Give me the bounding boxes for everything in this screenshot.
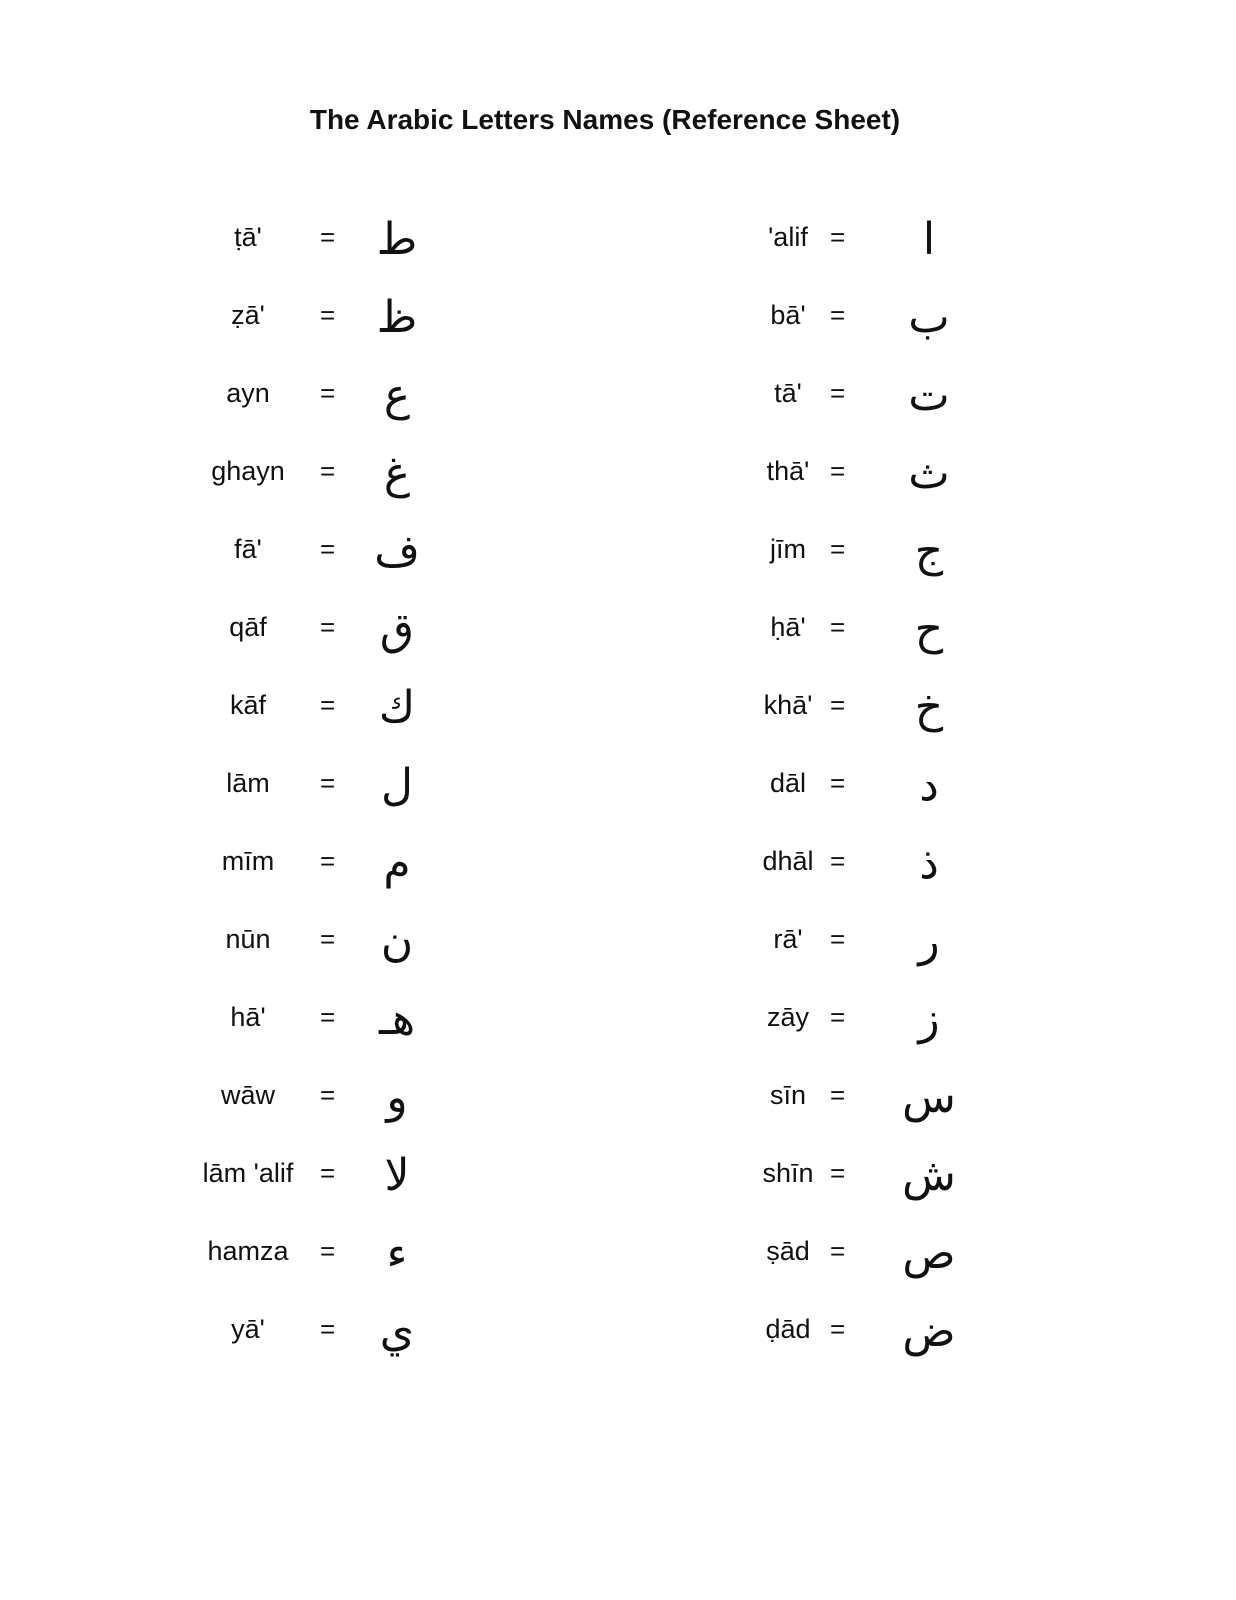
arabic-letter: ت xyxy=(908,370,950,421)
letter-name: zāy xyxy=(766,1002,810,1032)
arabic-letter: خ xyxy=(914,682,944,733)
equals-sign: = xyxy=(320,924,336,954)
equals-sign: = xyxy=(830,1158,846,1188)
letter-name: rā' xyxy=(773,924,803,954)
equals-sign: = xyxy=(320,1314,336,1344)
letter-row xyxy=(0,1224,956,1284)
page-title: The Arabic Letters Names (Reference Sheet) xyxy=(309,104,901,135)
letter-name: ayn xyxy=(226,378,270,408)
equals-sign: = xyxy=(320,378,336,408)
equals-sign: = xyxy=(830,1314,846,1344)
letter-name: khā' xyxy=(763,690,813,720)
arabic-letter: ي xyxy=(379,1306,415,1357)
equals-sign: = xyxy=(320,300,336,330)
letter-row xyxy=(0,756,939,816)
letter-name: dāl xyxy=(769,768,807,798)
arabic-letter: س xyxy=(902,1072,956,1123)
arabic-letter: ل xyxy=(381,760,413,811)
letter-name: mīm xyxy=(221,846,275,876)
arabic-letter: ث xyxy=(908,448,950,499)
letter-row xyxy=(0,678,944,738)
letter-name: hamza xyxy=(207,1236,289,1266)
arabic-letter: ظ xyxy=(376,292,418,343)
letter-name: bā' xyxy=(770,300,806,330)
equals-sign: = xyxy=(830,846,846,876)
letter-name: ṭā' xyxy=(234,222,262,252)
letter-row xyxy=(0,288,950,348)
letter-row xyxy=(0,366,950,426)
equals-sign: = xyxy=(830,378,846,408)
equals-sign: = xyxy=(320,222,336,252)
letter-row xyxy=(0,834,939,894)
equals-sign: = xyxy=(320,534,336,564)
letter-name: wāw xyxy=(220,1080,275,1110)
arabic-letter: غ xyxy=(383,448,411,499)
equals-sign: = xyxy=(830,300,846,330)
arabic-letter: د xyxy=(919,760,939,811)
arabic-letter: ذ xyxy=(919,838,939,889)
arabic-letter: ج xyxy=(914,526,944,577)
letter-name: ṣād xyxy=(766,1236,810,1266)
letter-name: lām 'alif xyxy=(202,1158,294,1188)
letter-name: hā' xyxy=(230,1002,266,1032)
letter-row xyxy=(0,912,940,972)
letter-row xyxy=(0,1302,956,1362)
equals-sign: = xyxy=(830,1002,846,1032)
arabic-letter: ز xyxy=(918,994,940,1045)
letter-row xyxy=(0,522,944,582)
arabic-letter: م xyxy=(383,838,411,889)
letter-row xyxy=(0,210,936,270)
letter-name: lām xyxy=(226,768,270,798)
letter-row xyxy=(0,1068,956,1128)
letter-name: kāf xyxy=(229,690,267,720)
arabic-letter: ق xyxy=(379,604,415,655)
arabic-letter: ض xyxy=(902,1306,956,1357)
equals-sign: = xyxy=(830,456,846,486)
arabic-letter: ف xyxy=(374,526,420,577)
equals-sign: = xyxy=(320,846,336,876)
letter-name: jīm xyxy=(770,534,806,564)
equals-sign: = xyxy=(320,690,336,720)
equals-sign: = xyxy=(320,1158,336,1188)
equals-sign: = xyxy=(830,924,846,954)
letter-row xyxy=(0,444,950,504)
equals-sign: = xyxy=(830,1080,846,1110)
letter-name: shīn xyxy=(762,1158,814,1188)
letter-row xyxy=(0,600,944,660)
letter-name: 'alif xyxy=(768,222,808,252)
letter-name: tā' xyxy=(774,378,802,408)
letter-name: ḍād xyxy=(765,1314,811,1344)
equals-sign: = xyxy=(830,612,846,642)
arabic-letter: ط xyxy=(376,214,418,265)
equals-sign: = xyxy=(830,534,846,564)
equals-sign: = xyxy=(830,1236,846,1266)
letter-name: yā' xyxy=(231,1314,265,1344)
arabic-letter: و xyxy=(386,1072,408,1123)
equals-sign: = xyxy=(320,456,336,486)
letter-name: nūn xyxy=(225,924,271,954)
letter-name: fā' xyxy=(234,534,262,564)
equals-sign: = xyxy=(320,1002,336,1032)
letter-name: ḥā' xyxy=(770,612,806,642)
equals-sign: = xyxy=(320,612,336,642)
arabic-letter: ش xyxy=(902,1150,956,1201)
equals-sign: = xyxy=(830,222,846,252)
equals-sign: = xyxy=(830,690,846,720)
arabic-letter: ن xyxy=(380,916,414,967)
arabic-letter: ص xyxy=(902,1228,956,1279)
arabic-letter: هـ xyxy=(378,994,416,1045)
arabic-letter: ر xyxy=(918,916,940,967)
letter-name: qāf xyxy=(229,612,267,642)
letter-name: ghayn xyxy=(211,456,285,486)
equals-sign: = xyxy=(320,1080,336,1110)
letter-name: dhāl xyxy=(762,846,814,876)
equals-sign: = xyxy=(320,768,336,798)
arabic-letter: ء xyxy=(386,1228,408,1279)
arabic-letter: ك xyxy=(378,682,416,733)
equals-sign: = xyxy=(320,1236,336,1266)
letter-name: sīn xyxy=(769,1080,807,1110)
letter-name: ẓā' xyxy=(231,300,265,330)
arabic-letter: ع xyxy=(383,370,411,421)
arabic-letter: ب xyxy=(908,292,950,343)
equals-sign: = xyxy=(830,768,846,798)
arabic-letter: لا xyxy=(384,1150,410,1201)
arabic-letter: ا xyxy=(922,214,936,265)
arabic-letter: ح xyxy=(914,604,944,655)
letter-name: thā' xyxy=(766,456,810,486)
